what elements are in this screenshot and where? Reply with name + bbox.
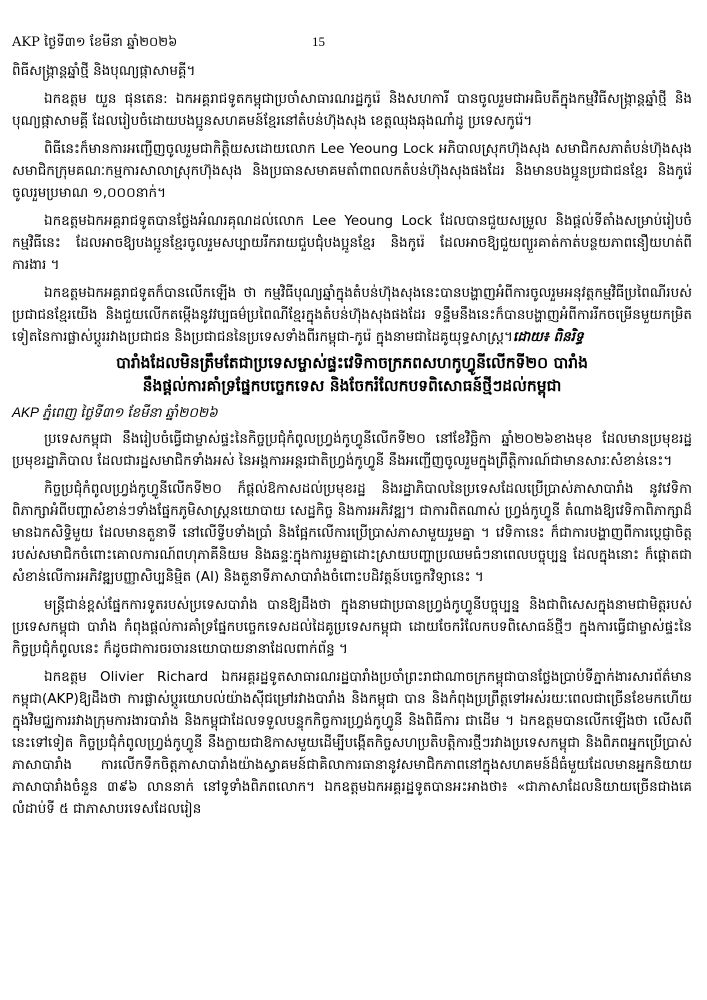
article-paragraph-with-byline	[12, 282, 692, 348]
article-paragraph: កិច្ចប្រជុំកំពូលហ្វ្រង់កូហ្វូនីលើកទី២០ ក៏ផ្តល់ឱកាសដល់ប្រមុខរដ្ឋ និងរដ្ឋាភិបាលនៃប្រទេសដែលប្រើប្រាស់ភាសាបារាំង នូវវេទិកាពិភាក្សាអំពីបញ្ហាសំខាន់ៗទាំងផ្នែកភូមិសាស្ត្រនយោបាយ សេដ្ឋកិច្ច និងការអភិវឌ្ឍ។ ជាការពិតណាស់ ហ្វ្រង់កូហ្វូនី តំណាងឱ្យវេទិកាពិភាក្សាដ៏មានឯកសិទ្ធិមួយ ដែលមានតួនាទី នៅលើទ្វីបទាំងប្រាំ និងផ្អែកលើការប្រើប្រាស់ភាសាមួយរួមគ្នា ។ វេទិកានេះ ក៏ជាការបង្ហាញពីការប្តេជ្ញាចិត្តរបស់សមាជិកចំពោះគោលការណ៍ពហុភាគីនិយម និងឆន្ទៈក្នុងការរួមគ្នាដោះស្រាយបញ្ហាប្រឈមធំៗនាពេលបច្ចុប្បន្ន ដែលក្នុងនោះ ក៏ផ្តោតជាសំខាន់លើការអភិវឌ្ឍបញ្ញាសិប្បនិម្មិត (AI) និងតួនាទីភាសាបារាំងចំពោះបដិវត្តន៍បច្ចេកវិទ្យានេះ ។	[12, 481, 692, 585]
article-sangkran	[12, 60, 692, 348]
article-paragraph: ឯកឧត្តមឯកអគ្គរាជទូតបានថ្លែងអំណរគុណដល់លោក Lee Yeoung Lock ដែលបានជួយសម្រួល និងផ្តល់ទីតាំងសម្រាប់រៀបចំកម្មវិធីនេះ ដែលអាចឱ្យបងប្អូនខ្មែរចូលរួមសប្បាយរីករាយជួបជុំបងប្អូនខ្មែរ និងកូរ៉េ ដែលអាចឱ្យជួយព្យួរគាត់កាត់បន្ថយភាពនឿយហត់ពីការងារ ។	[12, 213, 692, 273]
page-number: 15	[312, 34, 325, 49]
article-dateline: AKP ភ្នំពេញ ថ្ងៃទី៣១ ខែមីនា ឆ្នាំ២០២៦	[12, 405, 218, 420]
article-lead-line: ពិធីសង្ក្រាន្តឆ្នាំថ្មី និងបុណ្យផ្កាសាមគ្គី។	[12, 63, 196, 79]
headline-line-2: នឹងផ្តល់ការគាំទ្រផ្នែកបច្ចេកទេស និងចែករំលែកបទពិសោធន៍ថ្មីៗដល់កម្ពុជា	[142, 377, 562, 395]
article-headline	[12, 352, 692, 398]
article-paragraph: មន្រ្តីជាន់ខ្ពស់ផ្នែកការទូតរបស់ប្រទេសបារាំង បានឱ្យដឹងថា ក្នុងនាមជាប្រធានហ្វ្រង់កូហ្វូនីបច្ចុប្បន្ន និងជាពិសេសក្នុងនាមជាមិត្តរបស់ប្រទេសកម្ពុជា បារាំង កំពុងផ្តល់ការគាំទ្រផ្នែកបច្ចេកទេសដល់ដៃគូប្រទេសកម្ពុជា ដោយចែករំលែកបទពិសោធន៍ថ្មីៗ ក្នុងការធ្វើជាម្ចាស់ផ្ទះនៃកិច្ចប្រជុំកំពូលនេះ ក៏ដូចជាការចរចារនយោបាយនានាដែលពាក់ព័ន្ធ ។	[12, 597, 692, 657]
header-issue-date: AKP ថ្ងៃទី៣១ ខែមីនា ឆ្នាំ២០២៦	[12, 35, 178, 50]
headline-line-1: បារាំងដែលមិនត្រឹមតែជាប្រទេសម្ចាស់ផ្ទះវេទិកាចក្រភពសហកូហ្វូនីលើកទី២០ បារាំង	[116, 354, 588, 372]
article-francophonie	[12, 352, 692, 820]
article-paragraph: ឯកឧត្តម យួន ផុនតេន: ឯកអគ្គរាជទូតកម្ពុជាប្រចាំសាធារណរដ្ឋកូរ៉េ និងសហការី បានចូលរួមជាអធិបតីក្នុងកម្មវិធីសង្ក្រាន្តឆ្នាំថ្មី និងបុណ្យផ្កាសាមគ្គី ដែលរៀបចំដោយបងប្អូនសហគមន៍ខ្មែរនៅតំបន់ហ៊ុងសុង ខេត្តឈុងឆុងណាំដូ ប្រទេសកូរ៉េ។	[12, 91, 692, 129]
article-paragraph: ពិធីនេះក៏មានការអញ្ជើញចូលរួមជាកិត្តិយសដោយលោក Lee Yeoung Lock អភិបាលស្រុកហ៊ុងសុង សមាជិកសភាតំបន់ហ៊ុងសុង សមាជិកក្រុមគណៈកម្មការសាលាស្រុកហ៊ុងសុង និងប្រធានសមាគមតាំពាពលកតំបន់ហ៊ុងសុងផងដែរ និងមានបងប្អូនប្រជាជនខ្មែរ និងកូរ៉េ ចូលរួមប្រមាណ ១,០០០នាក់។	[12, 141, 692, 201]
page-header	[12, 34, 692, 54]
article-paragraph-text: ឯកឧត្តមឯកអគ្គរាជទូតក៏បានលើកឡើង ថា កម្មវិធីបុណ្យឆ្នាំក្នុងតំបន់ហ៊ុងសុងនេះបានបង្ហាញអំពីការចូលរួមអនុវត្តកម្មវិធីប្រពៃណីរបស់ប្រជាជនខ្មែរយើង និងជួយលើកតម្កើងនូវវប្បធម៌ប្រពៃណីខ្មែរក្នុងតំបន់ហ៊ុងសុងផងដែរ ទន្ទឹមនឹងនេះក៏បានបង្ហាញអំពីការរីកចម្រើនមួយកម្រិតទៀតនៃការផ្លាស់ប្តូររវាងប្រជាជន និងប្រជាជននៃប្រទេសទាំងពីរកម្ពុជា-កូរ៉េ ក្នុងនាមជាដៃគូយុទ្ធសាស្រ្ត។	[12, 285, 692, 345]
article-paragraph: ប្រទេសកម្ពុជា នឹងរៀបចំធ្វើជាម្ចាស់ផ្ទះនៃកិច្ចប្រជុំកំពូលហ្វ្រង់កូហ្វូនីលើកទី២០ នៅខែវិច្ឆិកា ឆ្នាំ២០២៦ខាងមុខ ដែលមានប្រមុខរដ្ឋ ប្រមុខរដ្ឋាភិបាល ដែលជារដ្ឋសមាជិកទាំងអស់ នៃអង្គការអន្តរជាតិហ្វ្រង់កូហ្វូនី នឹងអញ្ជើញចូលរួមក្នុងព្រឹត្តិការណ៍ជាមានសារៈសំខាន់នេះ។	[12, 431, 692, 469]
page-body	[12, 60, 692, 826]
article-paragraph: ឯកឧត្តម Olivier Richard ឯកអគ្គរដ្ឋទូតសាធារណរដ្ឋបារាំងប្រចាំព្រះរាជាណាចក្រកម្ពុជាបានថ្លែងប្រាប់ទីភ្នាក់ងារសារព័ត៌មានកម្ពុជា(AKP)ឱ្យដឹងថា ការផ្លាស់ប្តូរយោបល់យ៉ាងស៊ីជម្រៅរវាងបារាំង និងកម្ពុជា បាន និងកំពុងប្រព្រឹត្តទៅអស់រយៈពេលជាច្រើនខែមកហើយ ក្នុងវិមជ្ឈការរវាងក្រុមការងារបារាំង និងកម្ពុជាដែលទទួលបន្ទុកកិច្ចការហ្វ្រង់កូហ្វូនី និងពិធីការ ជាដើម ។ ឯកឧត្តមបានលើកឡើងថា លើសពីនេះទៅទៀត កិច្ចប្រជុំកំពូលហ្វ្រង់កូហ្វូនី នឹងក្លាយជាឱកាសមួយដើម្បីបង្កើតកិច្ចសហប្រតិបត្តិការថ្មីៗរវាងប្រទេសកម្ពុជា និងពិភពអ្នកប្រើប្រាស់ភាសាបារាំង ការលើកទឹកចិត្តភាសាបារាំងយ៉ាងស្វាគមន៍ជាគិលាការធានានូវសមាជិកភាពនៅក្នុងសហគមន៍ដ៏ធំមួយដែលមានអ្នកនិយាយភាសាបារាំងចំនួន ៣៩៦ លាននាក់ នៅទូទាំងពិភពលោក។ ឯកឧត្តមឯកអគ្គរដ្ឋទូតបានអះអាងថា៖ «ជាភាសាដែលនិយាយច្រើនជាងគេលំដាប់ទី ៥ ជាភាសាបរទេសដែលរៀន	[12, 669, 692, 817]
article-byline: ដោយ៖ ពិនរិទ្ធ	[512, 329, 584, 345]
